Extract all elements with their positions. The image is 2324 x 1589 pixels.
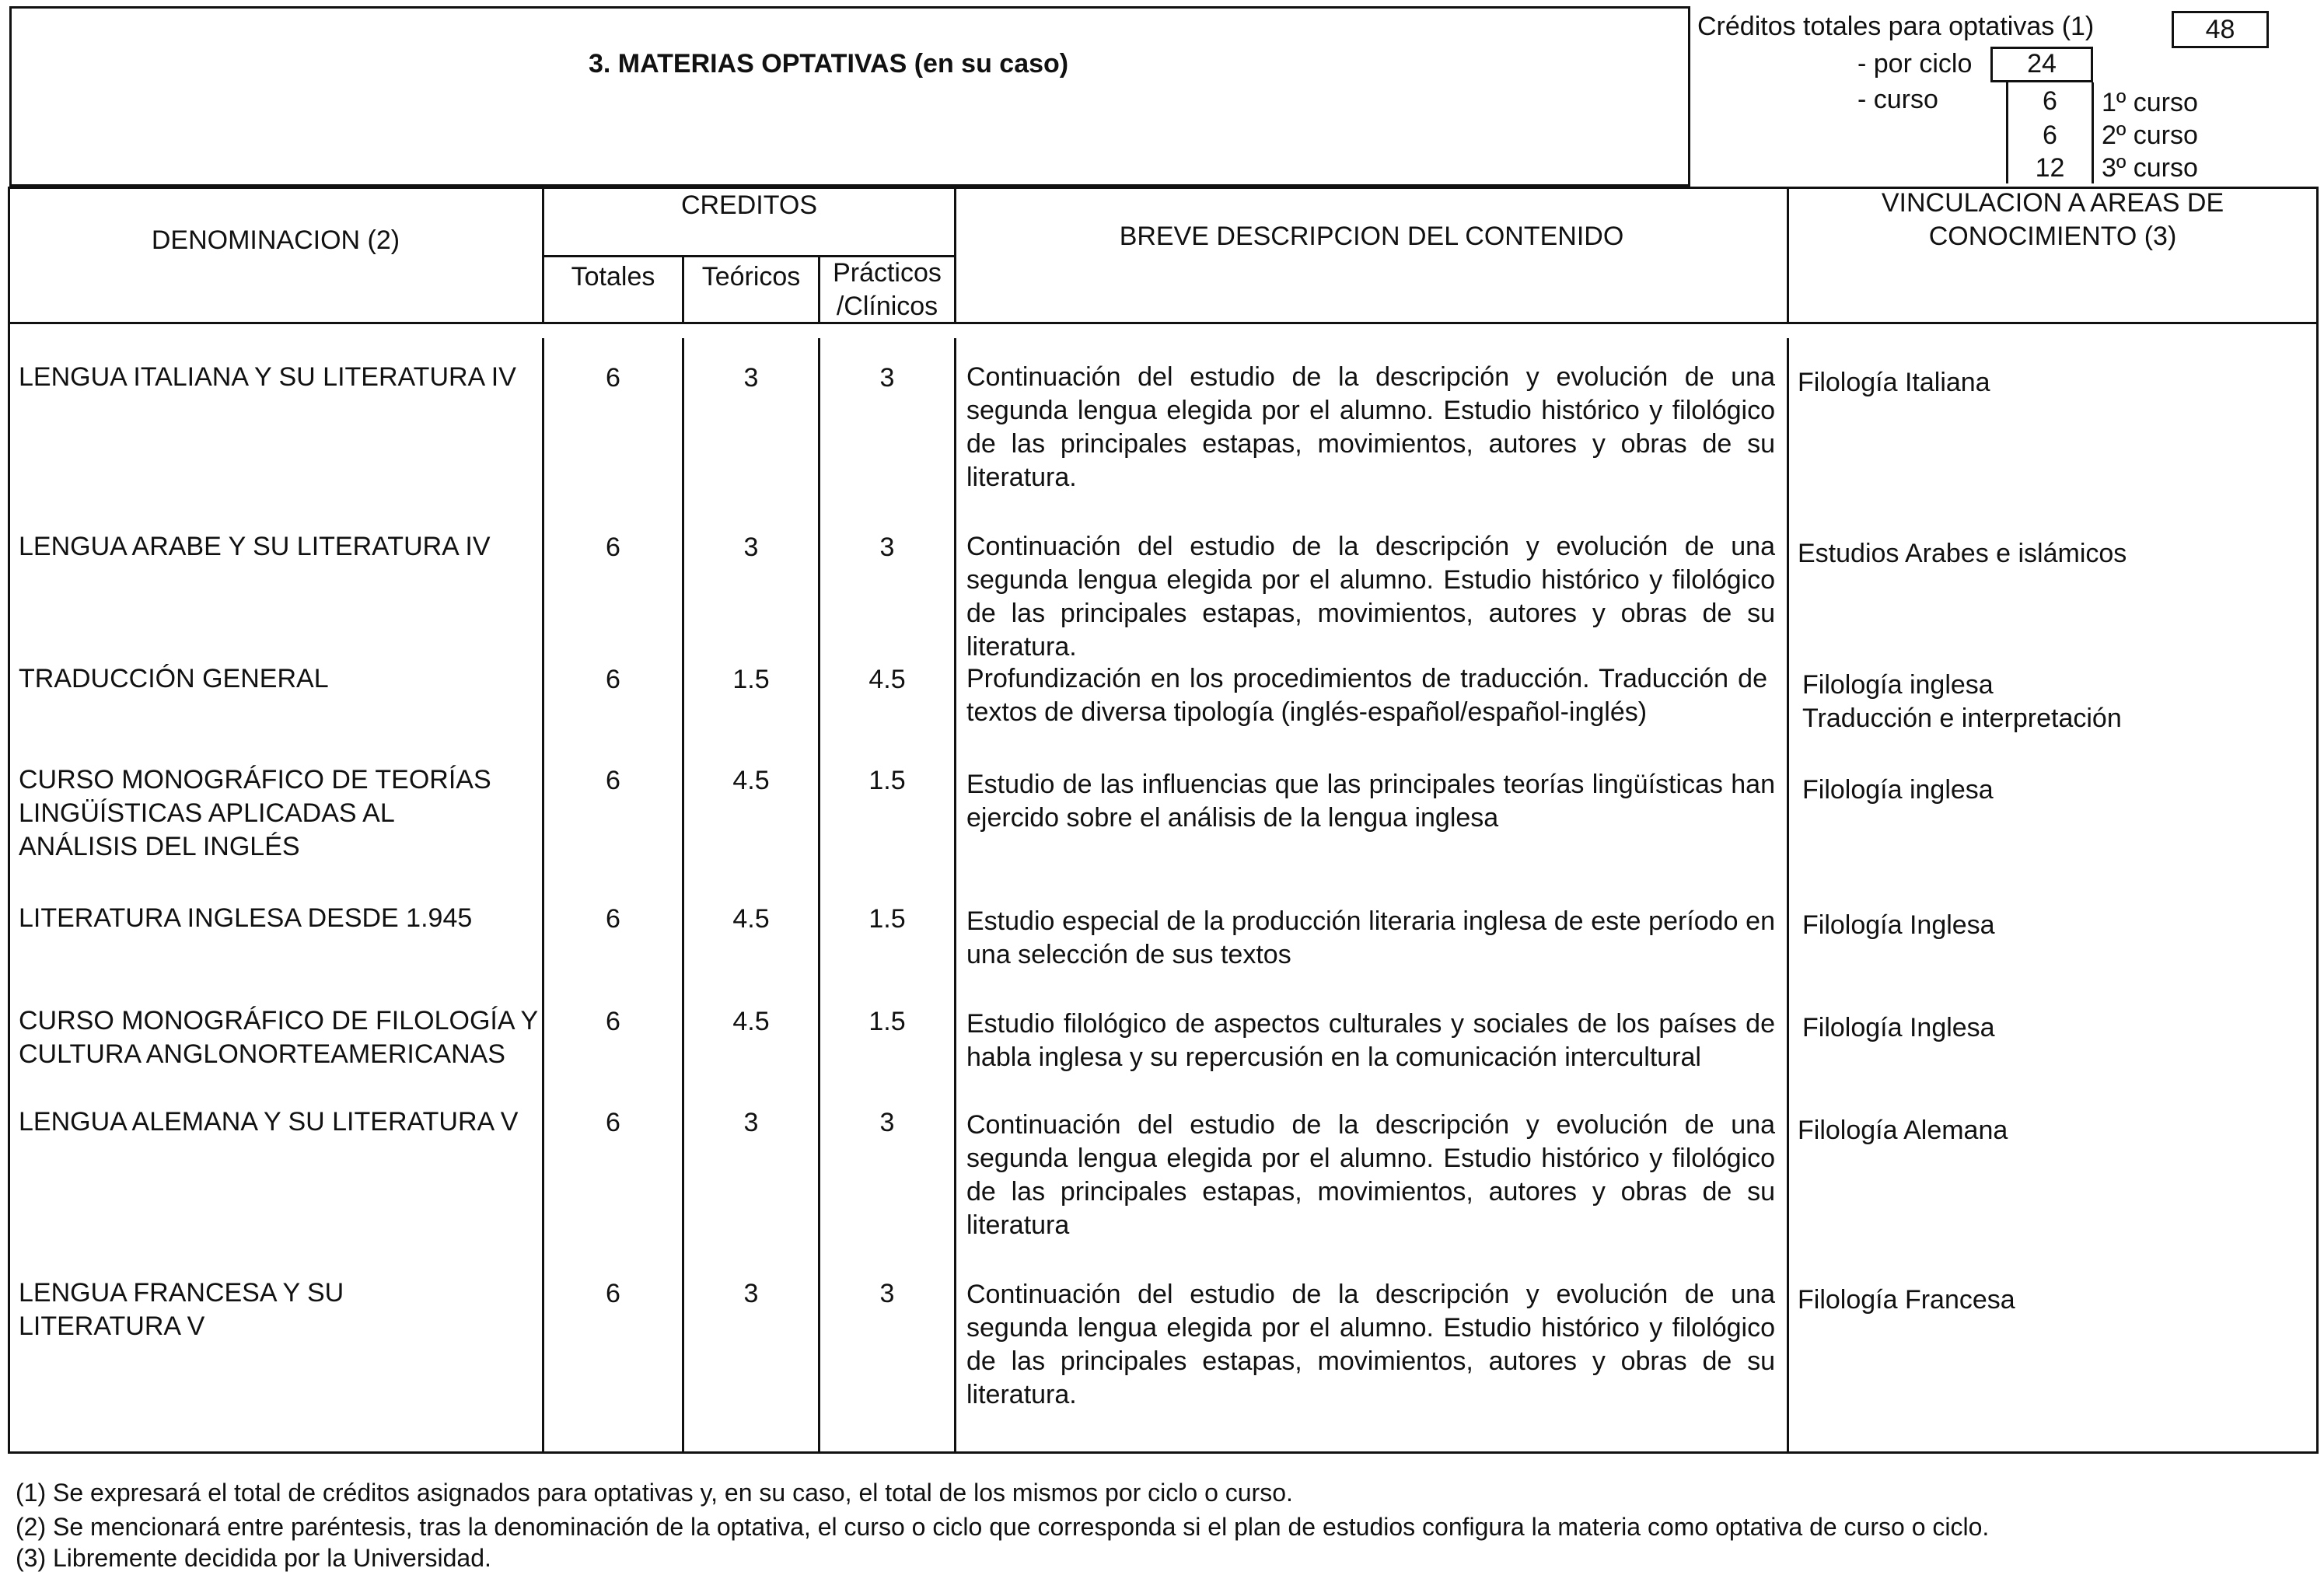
curso-1-label: 1º curso [2102, 88, 2198, 117]
row-practicos: 1.5 [868, 766, 906, 795]
row-totales: 6 [606, 363, 620, 393]
row-area: Filología inglesa Traducción e interpretación [1802, 670, 2122, 733]
curso-2-label: 2º curso [2102, 120, 2198, 150]
header-bottom-line [8, 322, 2319, 324]
row-area: Filología inglesa [1802, 775, 1994, 805]
row-practicos: 3 [879, 1279, 895, 1308]
row-teoricos: 1.5 [732, 665, 770, 694]
row-practicos: 1.5 [868, 904, 906, 934]
row-practicos: 1.5 [868, 1007, 906, 1036]
row-totales: 6 [606, 766, 620, 795]
row-practicos: 3 [879, 1108, 895, 1137]
footnote-3: (3) Libremente decidida por la Universidad. [16, 1544, 491, 1572]
credits-total-label: Créditos totales para optativas (1) [1697, 12, 2095, 41]
row-descripcion: Continuación del estudio de la descripción y evolución de una segunda lengua elegida por el alumno. Estudio histórico y filológico de las principales estapas, movimientos, autores y obras de su literatura. [966, 532, 1775, 662]
col-header-practicos: Prácticos /Clínicos [833, 258, 942, 321]
row-teoricos: 3 [743, 363, 759, 393]
row-descripcion: Estudio filológico de aspectos culturales y sociales de los países de habla inglesa y su repercusión en la comunicación intercultural [966, 1009, 1775, 1072]
row-denominacion: CURSO MONOGRÁFICO DE TEORÍAS LINGÜÍSTICAS APLICADAS AL ANÁLISIS DEL INGLÉS [19, 765, 491, 861]
row-teoricos: 3 [743, 533, 759, 562]
curso-2-value: 6 [2043, 120, 2057, 150]
row-practicos: 3 [879, 363, 895, 393]
row-totales: 6 [606, 533, 620, 562]
col-header-descripcion: BREVE DESCRIPCION DEL CONTENIDO [1119, 222, 1624, 251]
col-header-totales: Totales [571, 262, 655, 292]
row-totales: 6 [606, 904, 620, 934]
row-totales: 6 [606, 1108, 620, 1137]
row-descripcion: Estudio especial de la producción literaria inglesa de este período en una selección de sus textos [966, 906, 1775, 969]
page-title: 3. MATERIAS OPTATIVAS (en su caso) [589, 49, 1069, 79]
row-denominacion: LENGUA FRANCESA Y SU LITERATURA V [19, 1278, 344, 1341]
row-denominacion: LENGUA ALEMANA Y SU LITERATURA V [19, 1107, 519, 1137]
col-header-teoricos: Teóricos [701, 262, 801, 292]
por-ciclo-value: 24 [2027, 49, 2057, 79]
por-ciclo-label: - por ciclo [1857, 49, 1973, 79]
curso-1-value: 6 [2043, 86, 2057, 116]
row-area: Filología Francesa [1798, 1285, 2015, 1315]
row-descripcion: Profundización en los procedimientos de traducción. Traducción de textos de diversa tipología (inglés-español/español-inglés) [966, 664, 1767, 727]
footnote-1: (1) Se expresará el total de créditos asignados para optativas y, en su caso, el total de los mismos por ciclo o curso. [16, 1479, 1293, 1507]
row-area: Filología Alemana [1798, 1116, 2008, 1145]
row-descripcion: Continuación del estudio de la descripción y evolución de una segunda lengua elegida por el alumno. Estudio histórico y filológico de las principales estapas, movimientos, autores y obras de su literatura [966, 1110, 1775, 1240]
row-denominacion: CURSO MONOGRÁFICO DE FILOLOGÍA Y CULTURA ANGLONORTEAMERICANAS [19, 1006, 538, 1069]
curso-3-value: 12 [2035, 153, 2065, 183]
row-teoricos: 4.5 [732, 766, 770, 795]
row-area: Filología Inglesa [1802, 910, 1995, 940]
curso-divider-right [2092, 82, 2094, 183]
credits-total-value: 48 [2205, 15, 2235, 44]
curso-label: - curso [1857, 85, 1938, 114]
row-denominacion: LITERATURA INGLESA DESDE 1.945 [19, 903, 473, 933]
col-header-denominacion: DENOMINACION (2) [151, 225, 400, 255]
row-area: Filología Italiana [1798, 368, 1990, 397]
footnote-2: (2) Se mencionará entre paréntesis, tras la denominación de la optativa, el curso o ciclo que corresponda si el plan de estudios configura la materia como optativa de curso o ciclo. [16, 1513, 1990, 1541]
body-divider-4 [954, 338, 956, 1454]
row-area: Estudios Arabes e islámicos [1798, 539, 2127, 568]
row-teoricos: 3 [743, 1108, 759, 1137]
row-totales: 6 [606, 1007, 620, 1036]
row-descripcion: Continuación del estudio de la descripción y evolución de una segunda lengua elegida por el alumno. Estudio histórico y filológico de las principales estapas, movimientos, autores y obras de su literatura. [966, 1280, 1775, 1409]
row-denominacion: LENGUA ARABE Y SU LITERATURA IV [19, 532, 491, 561]
row-teoricos: 3 [743, 1279, 759, 1308]
col-header-vinculacion: VINCULACION A AREAS DE CONOCIMIENTO (3) [1881, 188, 2224, 251]
col-header-creditos: CREDITOS [680, 190, 818, 220]
row-denominacion: LENGUA ITALIANA Y SU LITERATURA IV [19, 362, 516, 392]
body-divider-5 [1787, 338, 1789, 1454]
row-practicos: 3 [879, 533, 895, 562]
row-descripcion: Continuación del estudio de la descripción y evolución de una segunda lengua elegida por el alumno. Estudio histórico y filológico de las principales estapas, movimientos, autores y obras de su literatura. [966, 362, 1775, 492]
col-divider-5 [1787, 187, 1789, 323]
row-teoricos: 4.5 [732, 1007, 770, 1036]
row-totales: 6 [606, 665, 620, 694]
header-box [9, 6, 1690, 187]
row-descripcion: Estudio de las influencias que las principales teorías lingüísticas han ejercido sobre el análisis de la lengua inglesa [966, 770, 1775, 833]
row-denominacion: TRADUCCIÓN GENERAL [19, 664, 329, 693]
row-teoricos: 4.5 [732, 904, 770, 934]
row-area: Filología Inglesa [1802, 1013, 1995, 1042]
row-totales: 6 [606, 1279, 620, 1308]
row-practicos: 4.5 [868, 665, 906, 694]
curso-3-label: 3º curso [2102, 153, 2198, 183]
